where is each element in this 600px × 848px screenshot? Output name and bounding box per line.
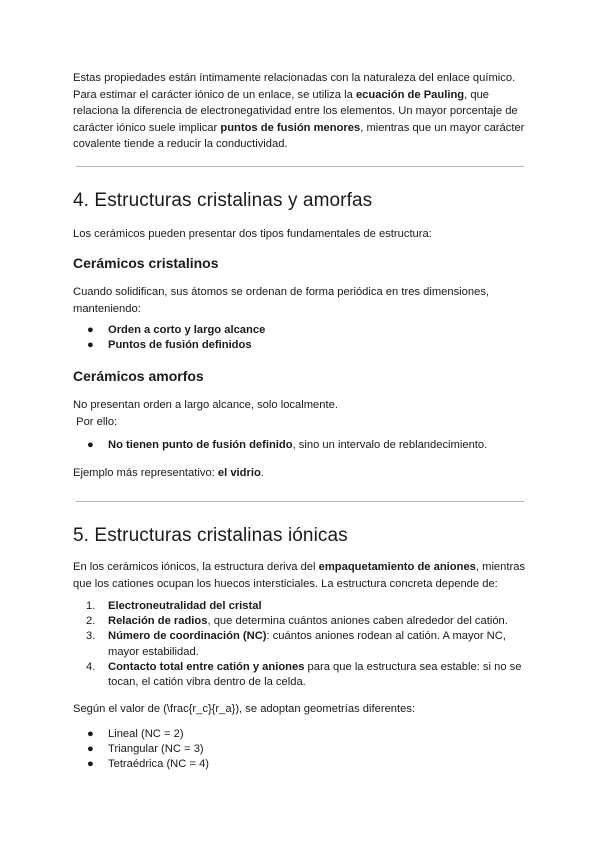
section-intro: Los cerámicos pueden presentar dos tipos fundamentales de estructura: bbox=[73, 228, 432, 240]
bullet-icon: ● bbox=[87, 743, 94, 756]
bullet-icon: ● bbox=[87, 339, 94, 352]
bullet-icon: ● bbox=[87, 728, 94, 740]
pauling-emphasis: ecuación de Pauling bbox=[355, 88, 465, 101]
bullet-icon: ● bbox=[87, 324, 94, 336]
intro-line: carácter iónico suele implicar puntos de fusión menores, mientras que un mayor carácter bbox=[73, 121, 525, 134]
intro-line: relaciona la diferencia de electronegatividad entre los elementos. Un mayor porcentaje de bbox=[73, 105, 518, 117]
intro-paragraph bbox=[73, 70, 528, 153]
crystalline-paragraph: Cuando solidifican, sus átomos se ordenan de forma periódica en tres dimensiones, manteniendo: bbox=[73, 286, 490, 315]
list-item: 4. Contacto total entre catión y aniones para que la estructura sea estable: si no se tocan, el catión vibra dentro de la celda. bbox=[86, 660, 522, 689]
list-item: ● Orden a corto y largo alcance bbox=[73, 323, 528, 338]
section-divider bbox=[76, 166, 524, 167]
geometry-intro: Según el valor de (\frac{r_c}{r_a}), se adoptan geometrías diferentes: bbox=[73, 703, 416, 715]
ionic-paragraph: En los cerámicos iónicos, la estructura deriva del empaquetamiento de aniones, mientras que los cationes ocupan los huecos intersticiales. La estructura concreta depende de: bbox=[73, 561, 526, 590]
amorphous-list bbox=[73, 438, 528, 453]
list-item: ● No tienen punto de fusión definido, sino un intervalo de reblandecimiento. bbox=[73, 438, 528, 453]
amorphous-paragraph: No presentan orden a largo alcance, solo localmente. Por ello: bbox=[73, 399, 338, 428]
section-divider bbox=[76, 501, 524, 502]
list-item: ● Triangular (NC = 3) bbox=[73, 742, 528, 757]
subsection-heading: Cerámicos cristalinos bbox=[73, 255, 219, 271]
example-line: Ejemplo más representativo: el vidrio. bbox=[73, 467, 264, 479]
section-heading: 5. Estructuras cristalinas iónicas bbox=[73, 525, 348, 546]
subsection-heading: Cerámicos amorfos bbox=[73, 368, 204, 384]
list-number: 4. bbox=[86, 660, 96, 673]
intro-line: Estas propiedades están íntimamente relacionadas con la naturaleza del enlace químico. bbox=[73, 72, 516, 84]
fusion-emphasis: puntos de fusión menores bbox=[220, 121, 361, 134]
bullet-icon: ● bbox=[87, 439, 94, 451]
list-number: 2. bbox=[86, 615, 96, 628]
list-number: 3. bbox=[86, 630, 96, 643]
crystalline-list bbox=[73, 323, 528, 353]
intro-line: Para estimar el carácter iónico de un enlace, se utiliza la ecuación de Pauling, que bbox=[73, 88, 490, 101]
geometry-list bbox=[73, 727, 528, 773]
list-item: ● Tetraédrica (NC = 4) bbox=[73, 757, 528, 772]
list-item: ● Lineal (NC = 2) bbox=[73, 727, 528, 742]
bullet-icon: ● bbox=[87, 758, 94, 771]
list-item: 2. Relación de radios, que determina cuántos aniones caben alrededor del catión. bbox=[73, 614, 528, 629]
list-item: ● Puntos de fusión definidos bbox=[73, 338, 528, 353]
intro-line: covalente tiende a reducir la conductividad. bbox=[73, 138, 288, 150]
ionic-conditions-list bbox=[73, 599, 528, 690]
section-heading: 4. Estructuras cristalinas y amorfas bbox=[73, 190, 373, 211]
list-item: 1. Electroneutralidad del cristal bbox=[73, 599, 528, 614]
list-number: 1. bbox=[86, 600, 96, 612]
list-item: 3. Número de coordinación (NC): cuántos aniones rodean al catión. A mayor NC, mayor estabilidad. bbox=[86, 630, 506, 658]
anion-packing-emphasis: empaquetamiento de aniones bbox=[318, 561, 476, 573]
